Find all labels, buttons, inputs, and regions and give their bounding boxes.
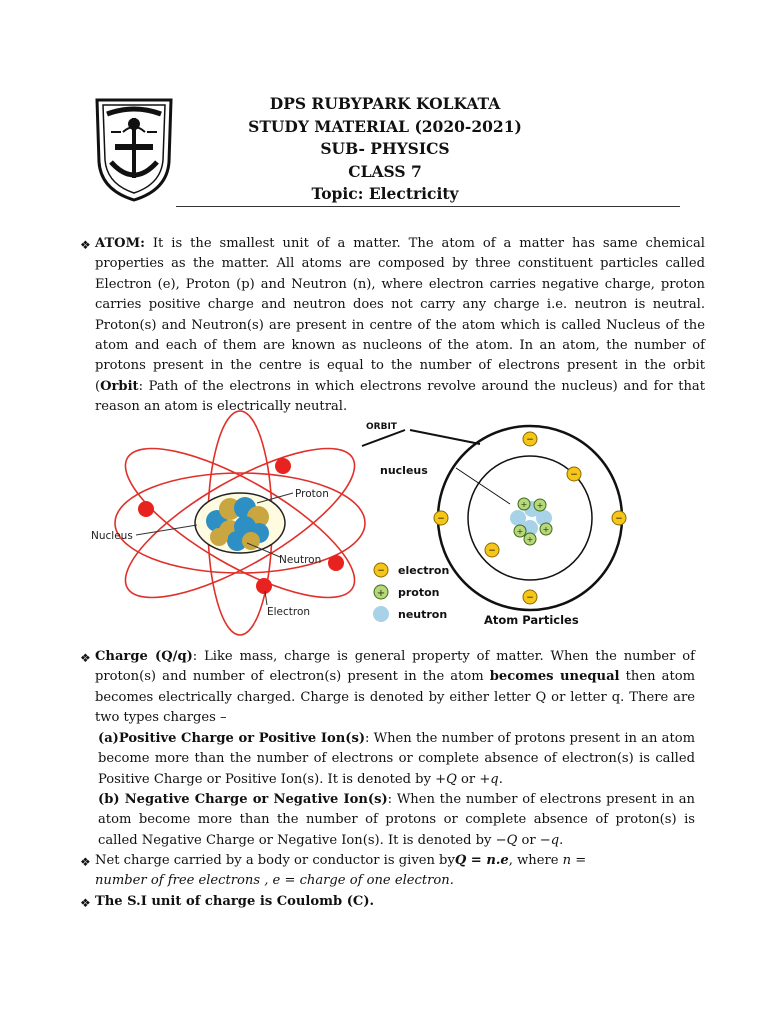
atom-diagram-left [85, 405, 380, 645]
positive-charge-label: (a)Positive Charge or Positive Ion(s) [98, 731, 366, 746]
net-charge-definitions: number of free electrons , e = charge of one electron. [95, 873, 454, 889]
si-unit-line: The S.I unit of charge is Coulomb (C). [95, 894, 375, 909]
figure-caption: Atom Particles [484, 613, 579, 627]
svg-text:+: + [542, 525, 550, 534]
charge-paragraph: Charge (Q/q): Like mass, charge is general property of matter. When the number of proton(s) and number of electron(s) present in the atom becomes unequal then atom becomes electrically charged. Charge is denoted by either letter Q or letter q. There are two types charges – [95, 649, 696, 726]
school-name: DPS RUBYPARK KOLKATA [269, 94, 501, 113]
school-crest-icon [93, 92, 175, 202]
atom-diagram-right [360, 412, 660, 634]
orbit-term: Orbit [100, 378, 139, 394]
subject-line: SUB- PHYSICS [320, 139, 450, 158]
svg-text:−: − [526, 593, 534, 603]
atom-paragraph: ATOM: It is the smallest unit of a matter. The atom of a matter has same chemical properties as the matter. All atoms are composed by three constituent particles called Electron (e), Proton (p) and Neutron (n), where electron carries negative charge, proton carries positive charge and neutron does not carry any charge i.e. neutron is neutral. Proton(s) and Neutron(s) are present in centre of the atom which is called Nucleus of the atom and each of them are known as nucleons of the atom. In an atom, the number of protons present in the centre is equal to the number of electrons present in the orbit (Orbit: Path of the electrons in which electrons revolve around the nucleus) and for that reason an atom is electrically neutral. [95, 236, 705, 415]
svg-text:+: + [536, 501, 544, 510]
svg-text:−: − [570, 470, 578, 480]
unequal-term: becomes unequal [489, 669, 620, 685]
net-charge-paragraph: Net charge carried by a body or conductor is given byQ = n.e, where n = number of free electrons , e = charge of one electron. [95, 853, 587, 889]
positive-charge-paragraph: (a)Positive Charge or Positive Ion(s): When the number of protons present in an atom become more than the number of electrons or complete absence of electron(s) is called Positive Charge or Positive Ion(s). It is denoted by +Q or +q. [98, 731, 696, 787]
svg-text:−: − [526, 435, 534, 445]
electrons-right [434, 432, 626, 604]
svg-text:−: − [488, 546, 496, 556]
material-title: STUDY MATERIAL (2020-2021) [248, 116, 522, 136]
svg-text:−: − [377, 566, 385, 576]
svg-text:−: − [615, 514, 623, 524]
label-proton: Proton [295, 488, 329, 500]
outer-orbit [438, 426, 622, 610]
label-electron: Electron [267, 606, 311, 618]
svg-text:+: + [526, 535, 534, 544]
legend-proton: proton [398, 586, 440, 599]
svg-text:+: + [376, 588, 386, 599]
label-nucleus: Nucleus [91, 530, 133, 542]
negative-charge-label: (b) Negative Charge or Negative Ion(s) [98, 792, 388, 807]
legend-electron: electron [398, 564, 450, 577]
class-line: CLASS 7 [348, 161, 422, 181]
bullet-icon: ❖ [80, 238, 91, 252]
net-charge-formula: Q = n.e [454, 853, 509, 868]
svg-text:−: − [437, 514, 445, 524]
legend [373, 563, 449, 622]
atom-term: ATOM: [95, 236, 145, 251]
orbit-label: ORBIT [366, 422, 397, 432]
label-neutron: Neutron [279, 554, 322, 566]
svg-text:+: + [520, 500, 528, 509]
topic-line: Topic: Electricity [311, 184, 459, 203]
header-divider [176, 206, 680, 207]
nucleus-label: nucleus [380, 464, 428, 477]
legend-neutron: neutron [398, 608, 448, 621]
negative-charge-paragraph: (b) Negative Charge or Negative Ion(s): When the number of electrons present in an atom become more than the number of protons or complete absence of proton(s) is called Negative Charge or Negative Ion(s). It is denoted by −Q or −q. [98, 792, 695, 848]
bullet-icon: ❖ [80, 896, 91, 910]
nucleus-particles [510, 498, 552, 545]
svg-text:+: + [516, 527, 524, 536]
document-header [200, 93, 570, 206]
charge-term: Charge (Q/q) [95, 649, 193, 664]
bullet-icon: ❖ [80, 651, 91, 665]
bullet-icon: ❖ [80, 855, 91, 869]
